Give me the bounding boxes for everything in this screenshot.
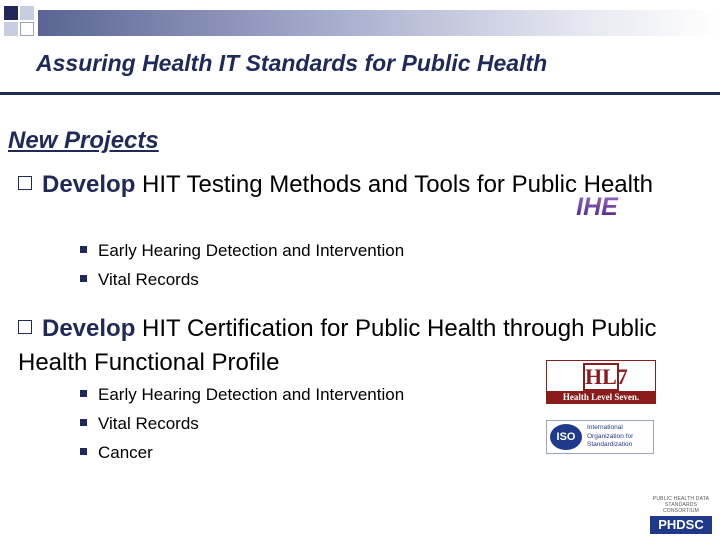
header-gradient-bar bbox=[38, 10, 720, 36]
section-heading: New Projects bbox=[8, 127, 159, 154]
list-item-label: Early Hearing Detection and Intervention bbox=[98, 241, 405, 260]
decor-square-1 bbox=[4, 6, 18, 20]
decor-square-2 bbox=[20, 6, 34, 20]
hl7-name: Health Level Seven. bbox=[547, 391, 655, 403]
list-item-label: Vital Records bbox=[98, 414, 199, 433]
phdsc-logo bbox=[650, 496, 712, 532]
square-bullet-icon bbox=[80, 448, 87, 455]
square-bullet-icon bbox=[80, 390, 87, 397]
phdsc-tagline: PUBLIC HEALTH DATA STANDARDS CONSORTIUM bbox=[652, 496, 710, 514]
square-bullet-icon bbox=[80, 419, 87, 426]
list-item bbox=[80, 236, 404, 265]
list-item bbox=[80, 265, 404, 294]
item-text: HIT Testing Methods and Tools for Public Health bbox=[135, 171, 653, 198]
slide-title: Assuring Health IT Standards for Public Health bbox=[36, 50, 548, 76]
phdsc-name: PHDSC bbox=[650, 516, 712, 534]
square-bullet-icon bbox=[80, 246, 87, 253]
hl7-logo bbox=[546, 360, 656, 404]
decor-square-3 bbox=[4, 22, 18, 36]
iso-logo bbox=[546, 420, 654, 454]
item-text: HIT Certification for Public Health through Public Health Functional Profile bbox=[18, 315, 657, 376]
list-item-label: Early Hearing Detection and Intervention bbox=[98, 385, 405, 404]
iso-text: International Organization for Standardization bbox=[587, 424, 634, 448]
list-item bbox=[80, 409, 404, 438]
sub-list-2 bbox=[80, 380, 404, 467]
ihe-logo-text: IHE bbox=[576, 193, 618, 219]
hl7-mark: HL7 bbox=[585, 364, 628, 389]
hollow-square-bullet-icon bbox=[18, 176, 32, 190]
title-divider bbox=[0, 92, 720, 95]
list-item bbox=[80, 380, 404, 409]
sub-list-1 bbox=[80, 236, 404, 294]
square-bullet-icon bbox=[80, 275, 87, 282]
iso-badge: ISO bbox=[550, 424, 582, 450]
hollow-square-bullet-icon bbox=[18, 320, 32, 334]
item-keyword: Develop bbox=[42, 315, 136, 342]
ihe-logo bbox=[558, 193, 636, 219]
list-item-label: Vital Records bbox=[98, 270, 199, 289]
item-keyword: Develop bbox=[42, 171, 136, 198]
list-item bbox=[80, 438, 404, 467]
list-item-label: Cancer bbox=[98, 443, 153, 462]
decor-square-4 bbox=[20, 22, 34, 36]
